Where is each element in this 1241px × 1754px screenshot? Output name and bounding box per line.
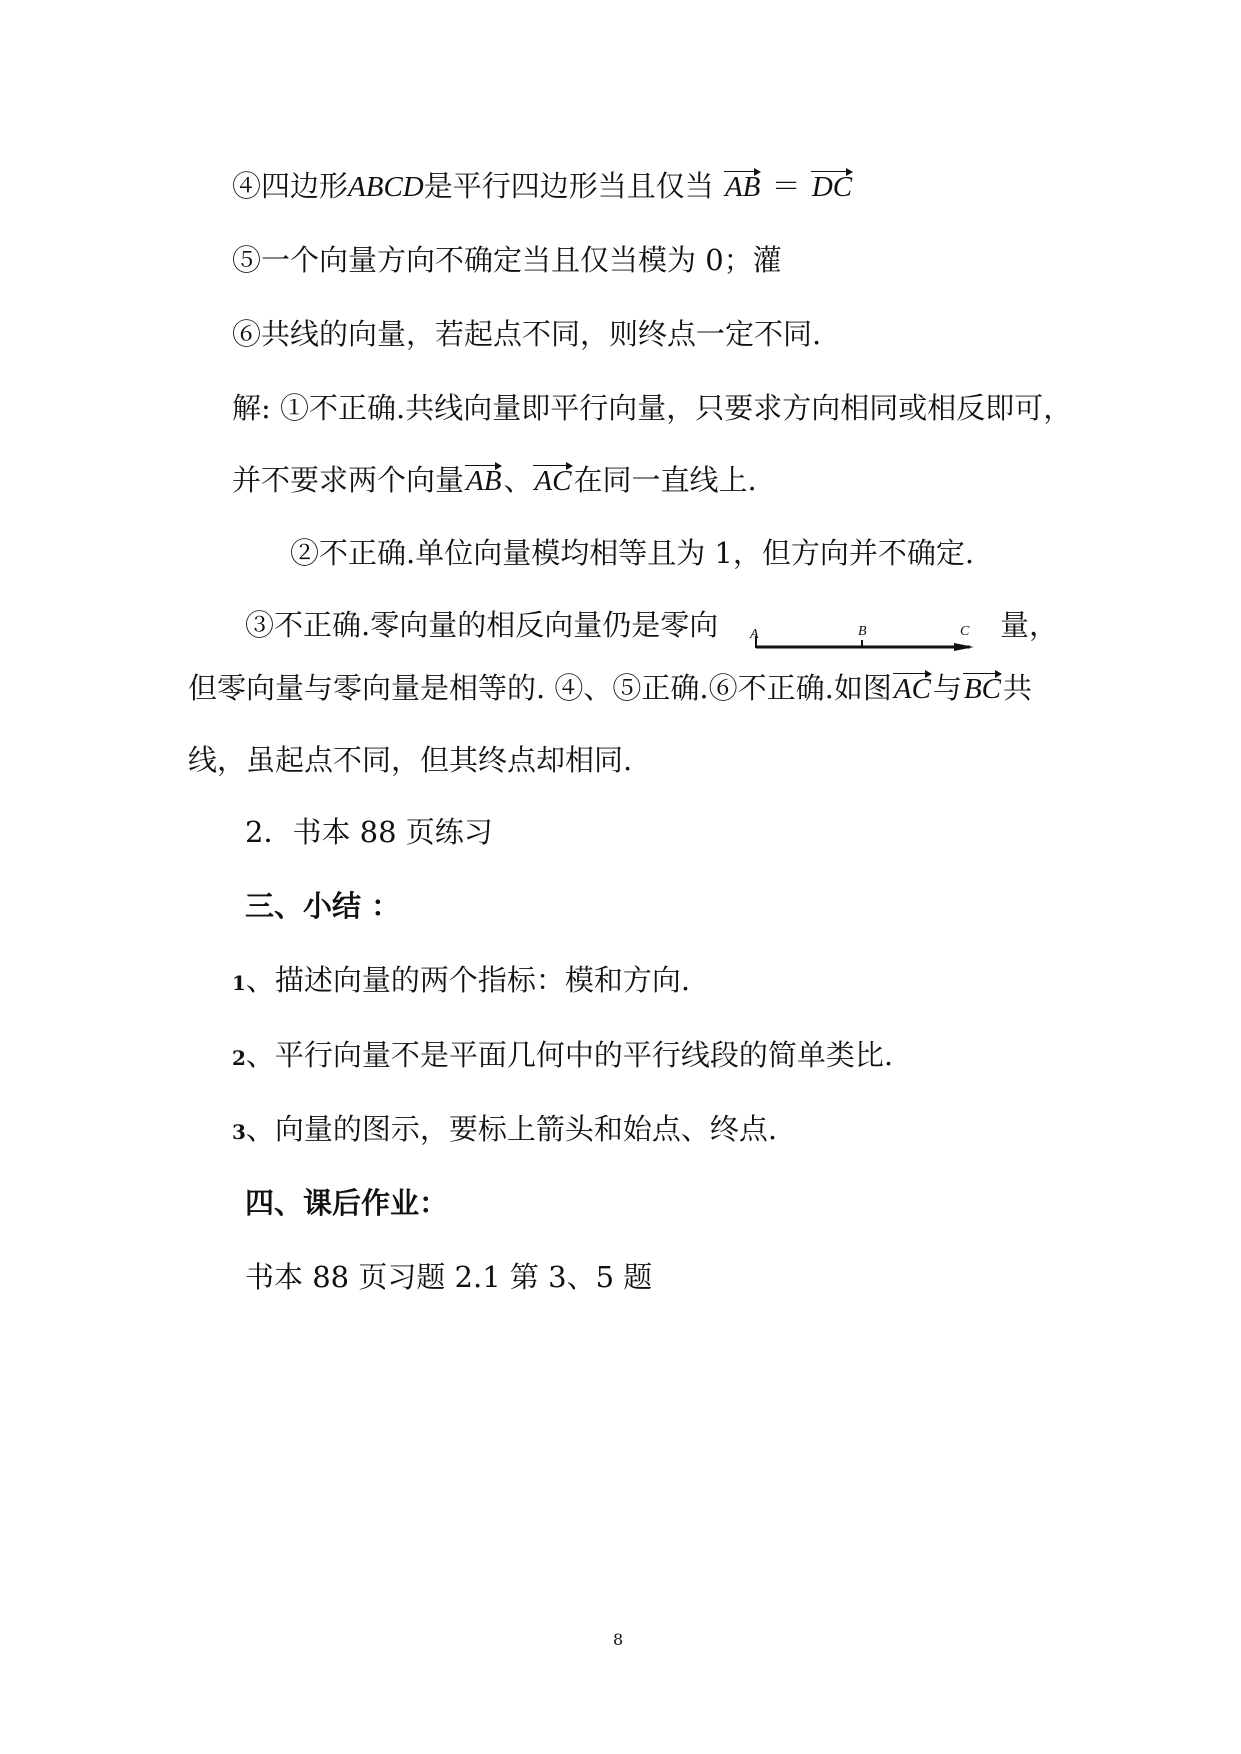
vector-dc: DC xyxy=(810,167,854,207)
quadrilateral-name: ABCD xyxy=(348,171,424,203)
summary-item-1: 1、描述向量的两个指标：模和方向. xyxy=(232,963,691,997)
vector-arrow-icon xyxy=(533,462,572,470)
vector-ac: AC xyxy=(892,669,933,709)
exercise-2: 2．书本 88 页练习 xyxy=(245,815,493,849)
vector-arrow-icon xyxy=(963,670,1002,678)
label-c: C xyxy=(960,624,970,639)
solution-line-5: 但零向量与零向量是相等的. ④、⑤正确.⑥不正确.如图 AC与 BC共 xyxy=(188,668,1032,709)
label-b: B xyxy=(858,624,867,639)
collinear-vector-figure xyxy=(748,620,988,660)
solution-line-3: ②不正确.单位向量模均相等且为 1，但方向并不确定. xyxy=(290,536,975,570)
arrowhead-icon xyxy=(954,643,974,651)
statement-6: ⑥共线的向量，若起点不同，则终点一定不同. xyxy=(232,317,822,351)
statement-4: ④四边形ABCD是平行四边形当且仅当 AB ＝ DC xyxy=(232,166,854,207)
section-heading-summary: 三、小结 ： xyxy=(245,889,401,923)
label-a: A xyxy=(750,627,759,642)
vector-arrow-icon xyxy=(811,168,853,176)
solution-line-6: 线，虽起点不同，但其终点却相同. xyxy=(188,743,633,777)
page-number: 8 xyxy=(613,1630,624,1649)
vector-arrow-icon xyxy=(893,670,932,678)
summary-item-2: 2、平行向量不是平面几何中的平行线段的简单类比. xyxy=(232,1038,894,1072)
section-heading-homework: 四、课后作业： xyxy=(245,1186,449,1220)
vector-ab: AB xyxy=(723,167,762,207)
statement-5: ⑤一个向量方向不确定当且仅当模为 0；灌 xyxy=(232,243,782,277)
solution-line-2: 并不要求两个向量 AB、 AC在同一直线上. xyxy=(232,460,757,501)
vector-arrow-icon xyxy=(465,462,502,470)
homework-text: 书本 88 页习题 2.1 第 3、5 题 xyxy=(245,1260,653,1294)
solution-line-4-end: 量， xyxy=(1000,608,1059,642)
summary-item-3: 3、向量的图示，要标上箭头和始点、终点. xyxy=(232,1112,778,1146)
vector-bc: BC xyxy=(962,669,1003,709)
solution-line-1: 解: ①不正确.共线向量即平行向量，只要求方向相同或相反即可， xyxy=(232,391,1073,425)
solution-line-4: ③不正确.零向量的相反向量仍是零向 xyxy=(245,608,719,642)
vector-arrow-icon xyxy=(724,168,761,176)
vector-ac: AC xyxy=(532,461,573,501)
vector-ab: AB xyxy=(464,461,503,501)
